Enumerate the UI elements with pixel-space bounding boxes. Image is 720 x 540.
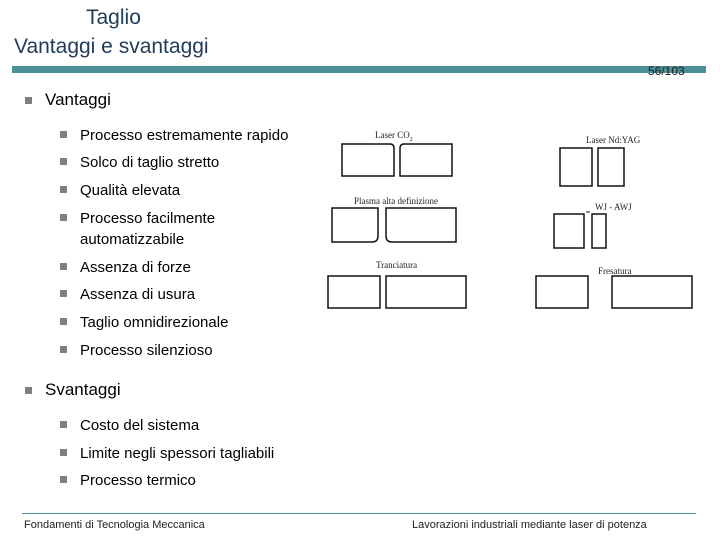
bullet-icon (25, 387, 32, 394)
disadvantage-item: Limite negli spessori tagliabili (80, 445, 275, 462)
bullet-icon (60, 421, 67, 428)
slide-title-line1: Taglio (86, 6, 141, 29)
fresatura-sample (536, 266, 692, 308)
footer-right: Lavorazioni industriali mediante laser di potenza (412, 519, 647, 531)
advantage-item: Assenza di forze (80, 259, 191, 276)
title-divider (12, 66, 706, 73)
fresatura-label: Fresatura (598, 266, 632, 276)
wj-awj-label: WJ - AWJ (595, 202, 632, 212)
disadvantage-item: Processo termico (80, 472, 196, 489)
bullet-icon (60, 346, 67, 353)
plasma-label: Plasma alta definizione (354, 196, 438, 206)
advantages-heading: Vantaggi (45, 90, 111, 109)
tranciatura-label: Tranciatura (376, 260, 418, 270)
bullet-icon (25, 97, 32, 104)
laser-co2-label: Laser $CO_2$ (375, 130, 413, 143)
cut-comparison-figure (322, 126, 712, 318)
bullet-icon (60, 263, 67, 270)
laser-co2-sample (342, 130, 452, 176)
bullet-icon (60, 214, 67, 221)
footer-left: Fondamenti di Tecnologia Meccanica (24, 519, 205, 531)
plasma-sample (332, 196, 456, 242)
bullet-icon (60, 158, 67, 165)
page-number: 56/103 (648, 64, 685, 78)
tranciatura-sample (328, 260, 466, 308)
bullet-icon (60, 290, 67, 297)
disadvantages-heading: Svantaggi (45, 380, 121, 399)
footer-divider (22, 513, 696, 514)
bullet-icon (60, 449, 67, 456)
advantage-item: Processo estremamente rapido (80, 127, 289, 144)
bullet-icon (60, 476, 67, 483)
advantage-item: Processo facilmente automatizzabile (80, 210, 216, 248)
bullet-icon (60, 131, 67, 138)
slide-title-line2: Vantaggi e svantaggi (14, 35, 209, 58)
bullet-icon (60, 186, 67, 193)
bullet-icon (60, 318, 67, 325)
laser-ndyag-sample (560, 135, 641, 186)
advantage-item: Processo silenzioso (80, 342, 213, 359)
advantage-item: Assenza di usura (80, 286, 196, 303)
disadvantage-item: Costo del sistema (80, 417, 200, 434)
advantage-item: Qualità elevata (80, 182, 181, 199)
advantage-item: Solco di taglio stretto (80, 154, 220, 171)
laser-ndyag-label: Laser Nd:YAG (586, 135, 641, 145)
advantage-item: Taglio omnidirezionale (80, 314, 229, 331)
wj-awj-sample (554, 202, 632, 248)
